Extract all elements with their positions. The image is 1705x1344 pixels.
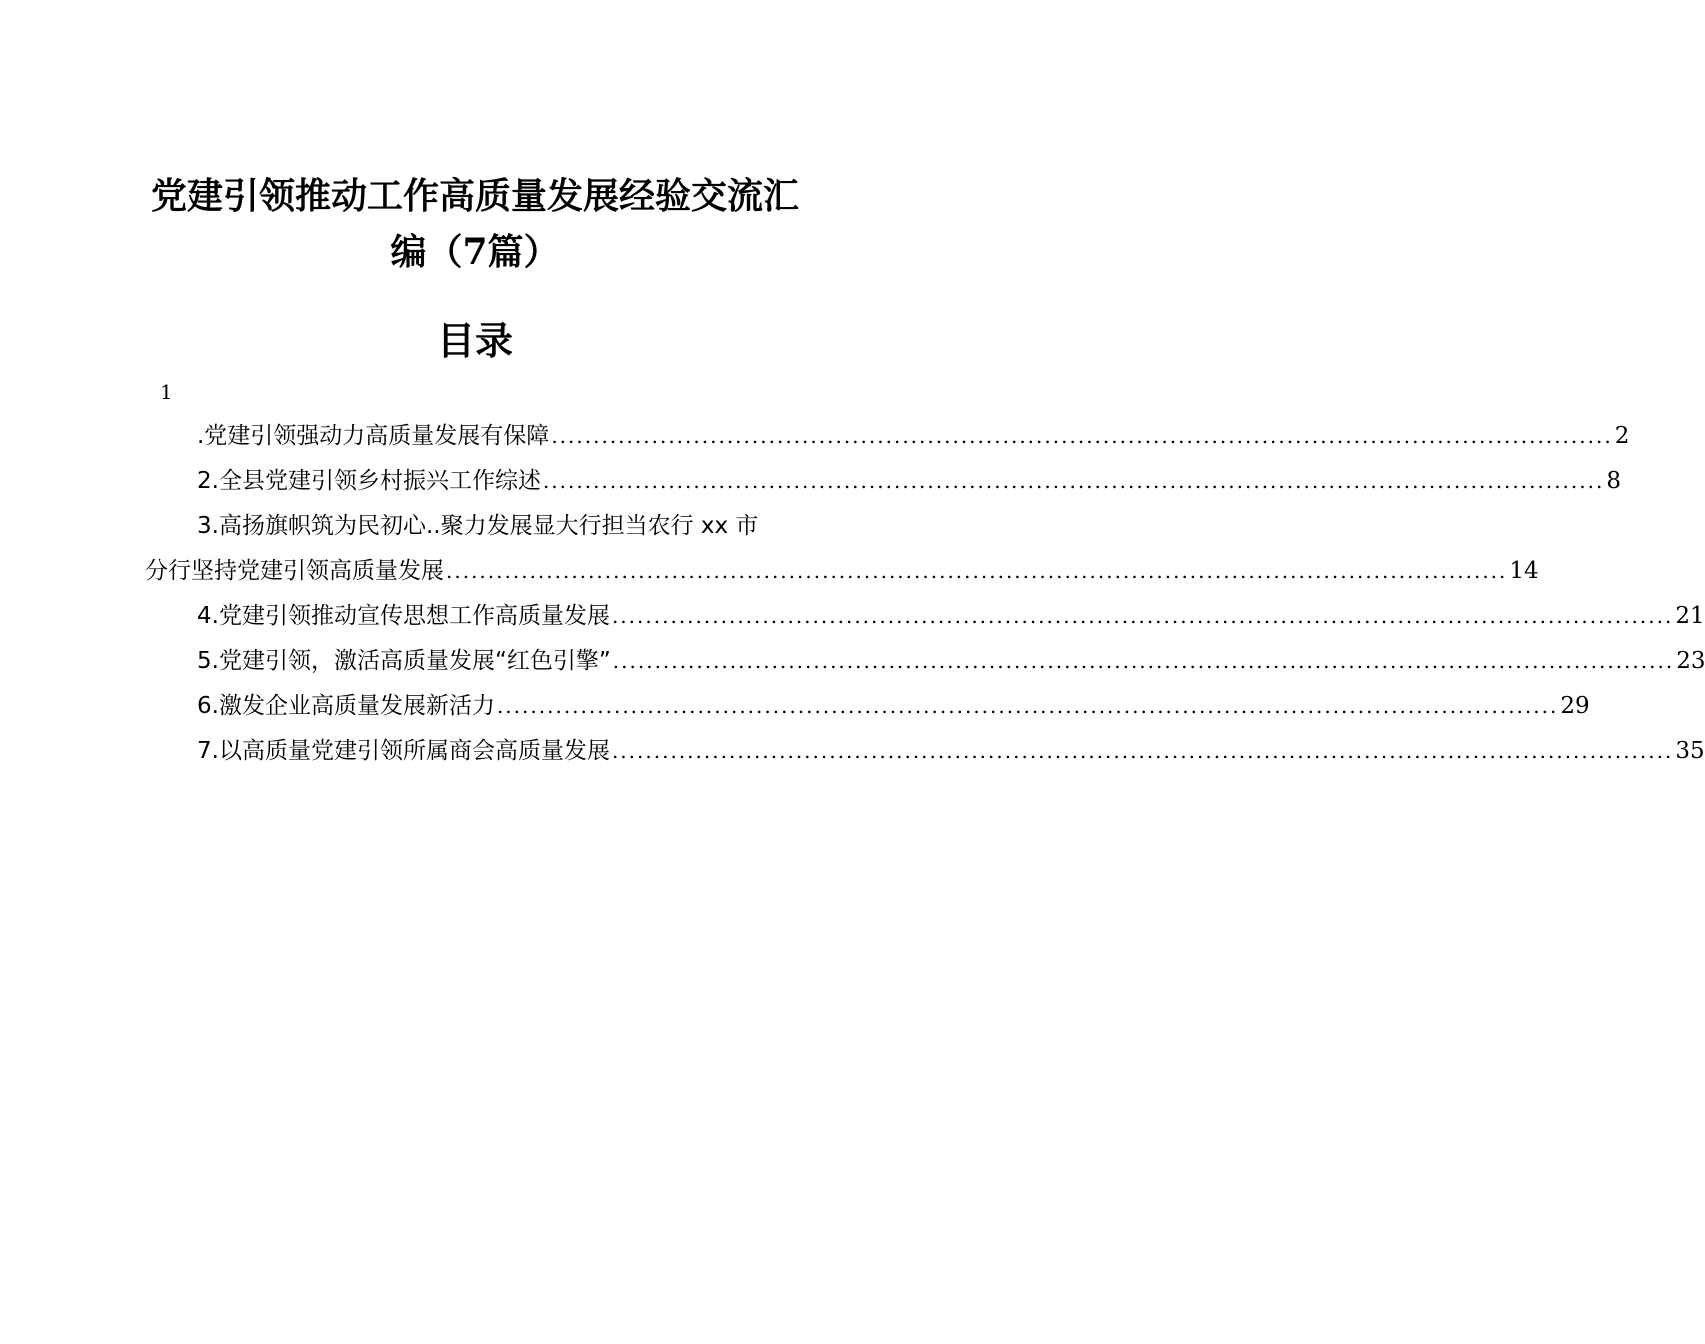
toc-entry-4[interactable] bbox=[145, 594, 1705, 639]
toc-entry-label-continued: 分行坚持党建引领高质量发展 bbox=[145, 558, 444, 584]
toc-entry-page: 29 bbox=[1560, 693, 1590, 719]
document-title: 党建引领推动工作高质量发展经验交流汇编（7篇） bbox=[150, 175, 799, 273]
toc-leader: ............................................................................................................................... bbox=[496, 694, 1559, 718]
toc-entry-page: 35 bbox=[1675, 738, 1705, 764]
toc-entry-label: 6.激发企业高质量发展新活力 bbox=[197, 693, 495, 719]
toc-entry-label: 4.党建引领推动宣传思想工作高质量发展 bbox=[197, 603, 610, 629]
toc-entry-2[interactable] bbox=[145, 459, 1621, 504]
toc-leader: ............................................................................................................................... bbox=[612, 649, 1675, 673]
toc-heading: 目录 bbox=[436, 318, 513, 363]
toc-leader: ............................................................................................................................... bbox=[551, 424, 1613, 448]
toc-entry-label: 2.全县党建引领乡村振兴工作综述 bbox=[197, 468, 541, 494]
toc-entry-page: 8 bbox=[1606, 468, 1621, 494]
toc-entry-3-line-1[interactable] bbox=[145, 504, 805, 549]
toc-leader: ............................................................................................................................... bbox=[611, 739, 1674, 763]
toc-leader: ............................................................................................................................... bbox=[446, 559, 1508, 583]
toc-entry-5[interactable] bbox=[145, 639, 1705, 684]
toc-entry-page: 23 bbox=[1676, 648, 1705, 674]
stray-number: 1 bbox=[160, 380, 173, 404]
toc-entry-page: 2 bbox=[1614, 423, 1630, 449]
toc-entry-label: .党建引领强动力高质量发展有保障 bbox=[197, 423, 550, 449]
toc-entry-page: 14 bbox=[1509, 558, 1539, 584]
toc-entry-label: 7.以高质量党建引领所属商会高质量发展 bbox=[197, 738, 610, 764]
toc-entry-6[interactable] bbox=[145, 684, 1590, 729]
toc-entry-3-line-2[interactable] bbox=[145, 549, 1539, 594]
table-of-contents bbox=[145, 414, 1705, 774]
toc-leader: ............................................................................................................................... bbox=[542, 469, 1605, 493]
toc-entry-page: 21 bbox=[1675, 603, 1705, 629]
toc-entry-1[interactable] bbox=[145, 414, 1630, 459]
toc-entry-label: 5.党建引领，激活高质量发展“红色引擎” bbox=[197, 648, 611, 674]
toc-entry-label: 3.高扬旗帜筑为民初心..聚力发展显大行担当农行 xx 市 bbox=[197, 513, 759, 539]
toc-entry-7[interactable] bbox=[145, 729, 1705, 774]
toc-leader: ............................................................................................................................... bbox=[611, 604, 1674, 628]
